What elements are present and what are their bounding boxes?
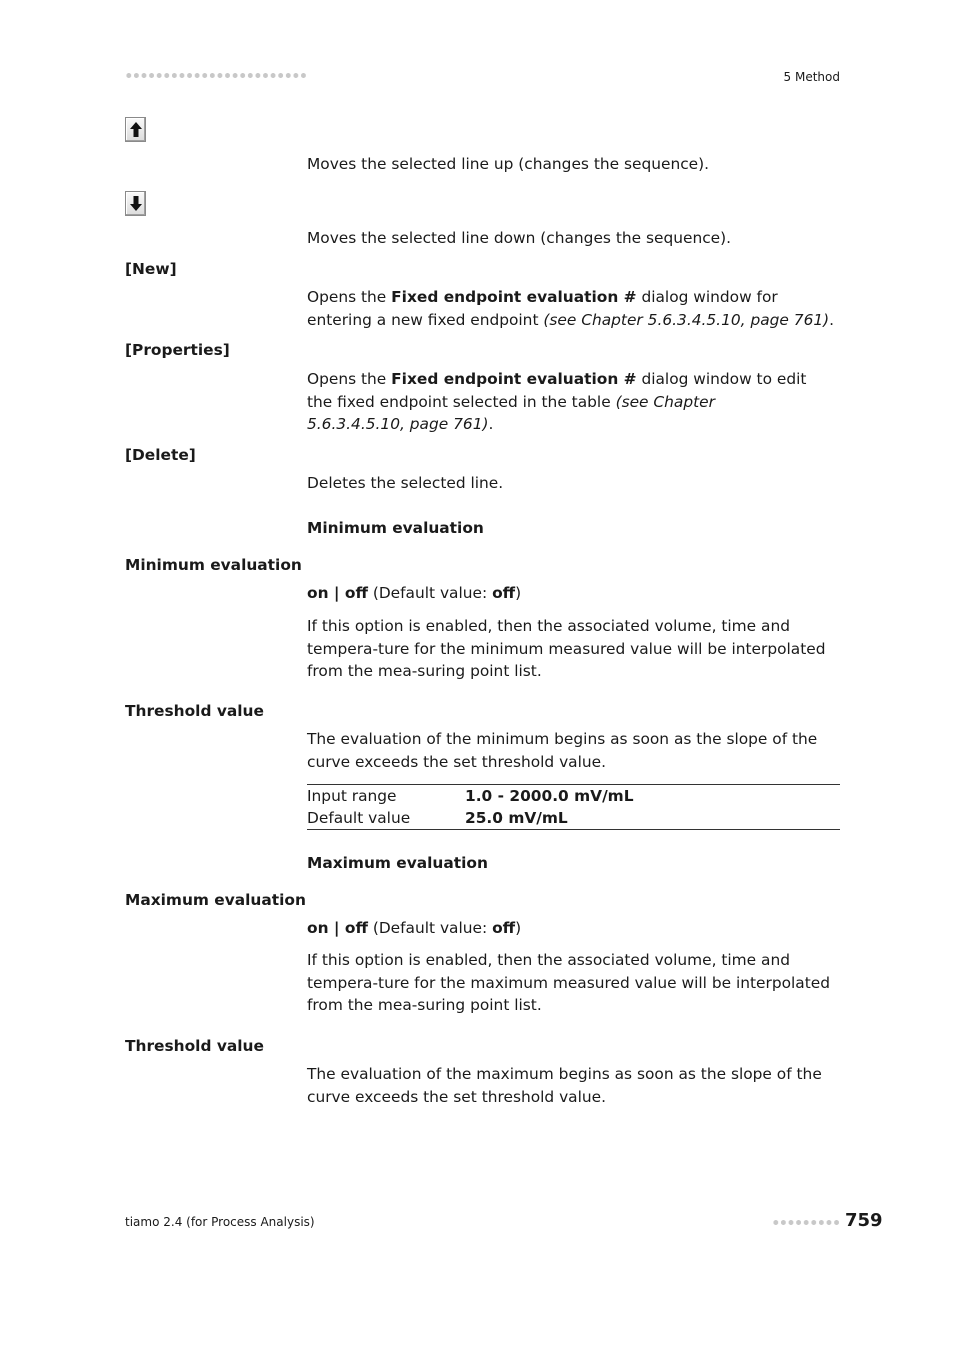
new-description: Opens the Fixed endpoint evaluation # dialog window for entering a new fixed endpoint (see Chapter 5.6.3.4.5.10, page 761). xyxy=(307,288,835,329)
default-value-key: Default value xyxy=(307,809,411,827)
arrow-down-icon xyxy=(129,195,143,212)
maximum-threshold-description: The evaluation of the maximum begins as soon as the slope of the curve exceeds the set threshold value. xyxy=(307,1065,822,1106)
footer-dots xyxy=(772,1218,840,1227)
table-row xyxy=(307,785,840,807)
header-dots xyxy=(125,71,307,80)
move-up-description: Moves the selected line up (changes the sequence). xyxy=(307,155,710,173)
maximum-threshold-label: Threshold value xyxy=(125,1037,264,1055)
maximum-heading: Maximum evaluation xyxy=(307,854,488,872)
delete-description: Deletes the selected line. xyxy=(307,474,504,492)
delete-label: [Delete] xyxy=(125,446,196,464)
move-down-button[interactable] xyxy=(125,191,146,216)
table-row xyxy=(307,807,840,829)
arrow-up-icon xyxy=(129,121,143,138)
move-up-button[interactable] xyxy=(125,117,146,142)
properties-reference-link[interactable]: (see Chapter 5.6.3.4.5.10, page 761) xyxy=(307,392,715,433)
minimum-threshold-table xyxy=(307,784,840,830)
header-section-title: 5 Method xyxy=(783,70,840,84)
minimum-threshold-description: The evaluation of the minimum begins as soon as the slope of the curve exceeds the set threshold value. xyxy=(307,730,818,771)
new-label: [New] xyxy=(125,260,177,278)
maximum-evaluation-description: If this option is enabled, then the associated volume, time and tempera-ture for the maximum measured value will be interpolated from the mea-suring point list. xyxy=(307,951,831,1014)
page-number: 759 xyxy=(845,1210,883,1231)
input-range-value: 1.0 - 2000.0 mV/mL xyxy=(465,787,634,805)
maximum-evaluation-label: Maximum evaluation xyxy=(125,891,306,909)
new-reference-link[interactable]: (see Chapter 5.6.3.4.5.10, page 761) xyxy=(543,310,830,329)
properties-description: Opens the Fixed endpoint evaluation # dialog window to edit the fixed endpoint selected in the table (see Chapter 5.6.3.4.5.10, page 761). xyxy=(307,370,807,433)
move-down-description: Moves the selected line down (changes the sequence). xyxy=(307,229,732,247)
minimum-evaluation-description: If this option is enabled, then the associated volume, time and tempera-ture for the minimum measured value will be interpolated from the mea-suring point list. xyxy=(307,617,826,680)
footer-product: tiamo 2.4 (for Process Analysis) xyxy=(125,1215,315,1229)
minimum-evaluation-label: Minimum evaluation xyxy=(125,556,302,574)
maximum-evaluation-options: on | off (Default value: off) xyxy=(307,919,522,937)
minimum-heading: Minimum evaluation xyxy=(307,519,484,537)
default-value-value: 25.0 mV/mL xyxy=(465,809,568,827)
input-range-key: Input range xyxy=(307,787,397,805)
minimum-evaluation-options: on | off (Default value: off) xyxy=(307,584,522,602)
properties-label: [Properties] xyxy=(125,341,230,359)
minimum-threshold-label: Threshold value xyxy=(125,702,264,720)
